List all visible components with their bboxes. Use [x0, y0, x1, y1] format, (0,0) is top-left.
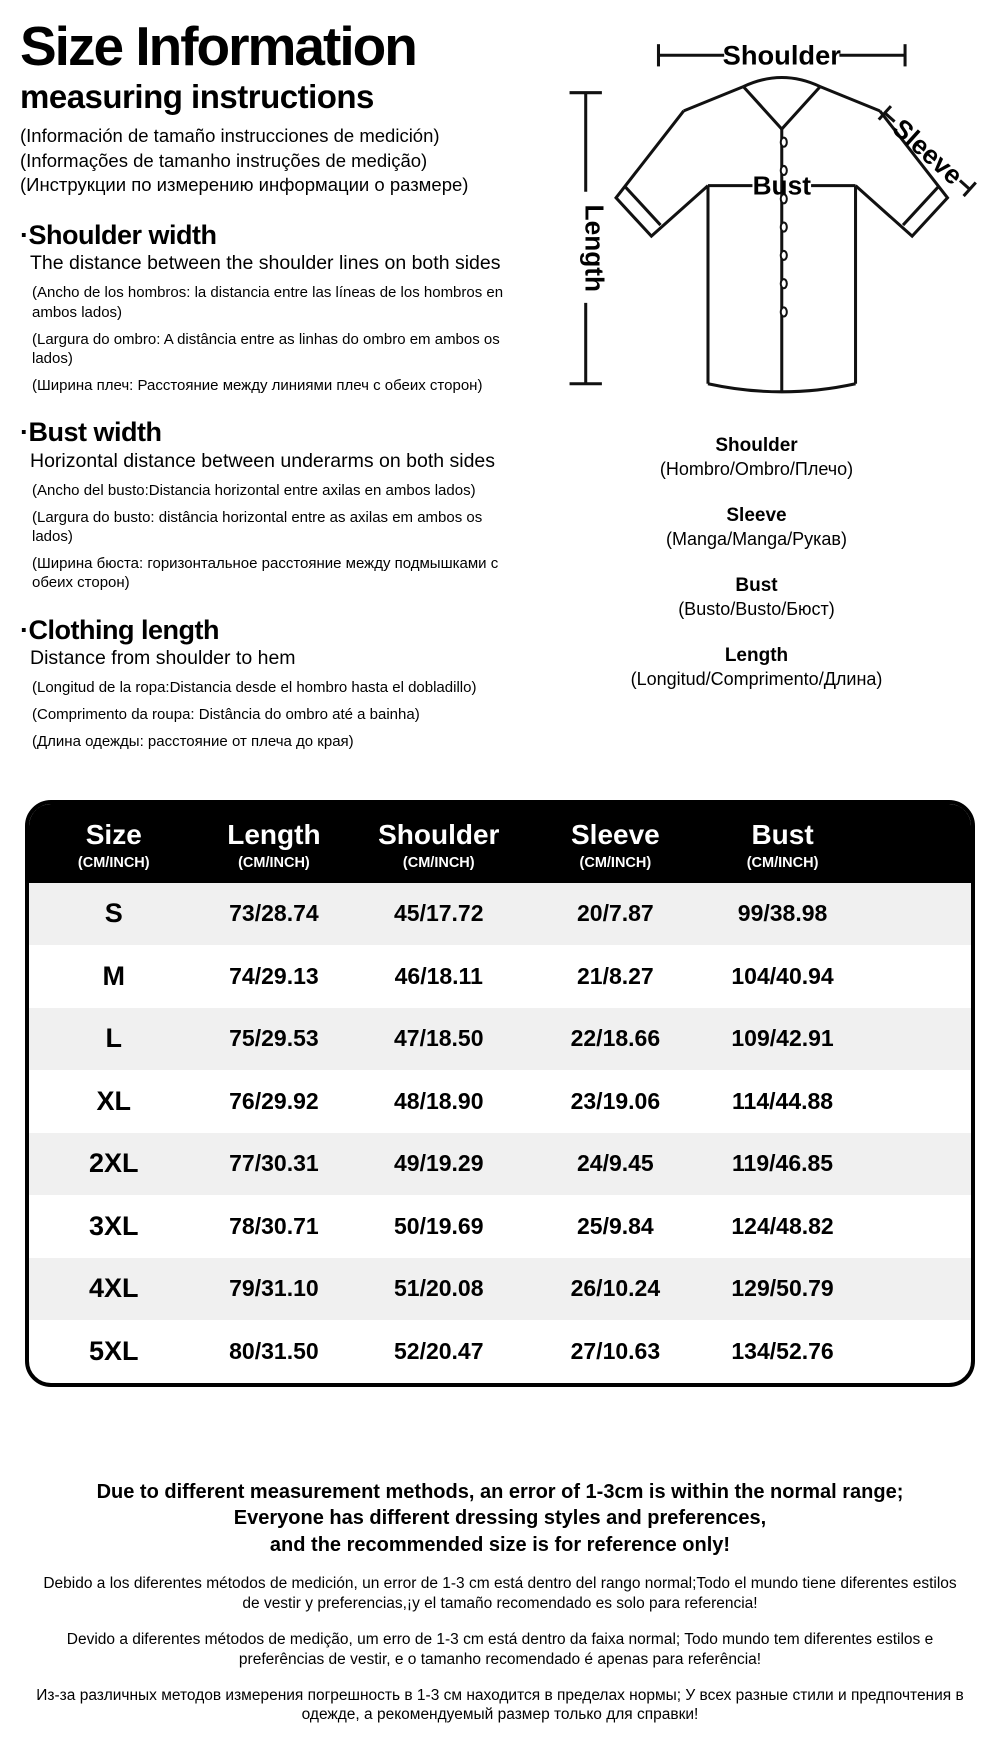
diagram-legend — [525, 435, 988, 690]
bullet-dot: · — [20, 614, 29, 645]
legend-item — [525, 505, 988, 550]
section-heading-text: Clothing length — [28, 614, 219, 645]
column-unit: (CM/INCH) — [77, 854, 150, 871]
size-table-body — [29, 883, 971, 1383]
bust-cell: 99/38.98 — [737, 900, 828, 927]
column-label: Bust — [751, 818, 814, 850]
bullet-dot: · — [20, 417, 29, 448]
page-subtitle: measuring instructions — [20, 77, 374, 115]
table-row — [29, 1133, 971, 1196]
length-cell: 76/29.92 — [229, 1087, 319, 1114]
table-row — [29, 1258, 971, 1321]
bust-cell: 119/46.85 — [732, 1150, 834, 1177]
instructions-column — [20, 14, 525, 752]
sleeve-cell: 22/18.66 — [570, 1025, 661, 1052]
translation-line: (Длина одежды: расстояние от плеча до края) — [32, 733, 354, 751]
size-table — [25, 800, 975, 1387]
section-description: Distance from shoulder to hem — [30, 647, 296, 669]
table-row — [29, 1195, 971, 1258]
shoulder-label: Shoulder — [722, 39, 841, 71]
section-description: Horizontal distance between underarms on both sides — [30, 449, 496, 472]
measure-section — [20, 221, 525, 395]
bust-cell: 114/44.88 — [732, 1087, 834, 1114]
measure-section — [20, 418, 525, 592]
legend-term: Length — [724, 645, 789, 666]
translation-line: (Longitud de la ropa:Distancia desde el hombro hasta el dobladillo) — [32, 679, 477, 696]
section-heading-text: Shoulder width — [28, 220, 217, 251]
legend-item — [525, 645, 988, 690]
bust-label: Bust — [752, 170, 811, 201]
translation-line: (Comprimento da roupa: Distância do ombro até a bainha) — [32, 706, 420, 724]
translation-line: (Ancho de los hombros: la distancia entre las líneas de los hombros en ambos lados) — [32, 284, 504, 321]
table-header-cell — [528, 819, 702, 871]
bullet-dot: · — [20, 220, 29, 251]
column-label: Size — [85, 818, 142, 850]
measure-sections — [20, 221, 525, 751]
translation-line: (Ширина бюста: горизонтальное расстояние между подмышками с обеих сторон) — [32, 555, 499, 592]
sleeve-cell: 27/10.63 — [570, 1337, 661, 1364]
text-line: Devido a diferentes métodos de medição, um erro de 1-3 cm está dentro da faixa normal; Todo mundo tem diferentes estilos e preferências de vestir, e o tamanho recomendado é apenas para referência! — [66, 1631, 934, 1668]
column-label: Shoulder — [378, 818, 500, 850]
legend-item — [525, 435, 988, 480]
top-area — [0, 0, 1000, 752]
shoulder-cell: 50/19.69 — [393, 1212, 484, 1239]
shoulder-cell: 45/17.72 — [393, 900, 484, 927]
disclaimer — [0, 1479, 1000, 1726]
size-cell: S — [104, 898, 123, 929]
page-title: Size Information — [20, 15, 416, 77]
table-header-cell — [349, 819, 528, 871]
legend-term: Bust — [735, 575, 778, 596]
length-cell: 73/28.74 — [229, 900, 319, 927]
shoulder-cell: 47/18.50 — [393, 1025, 484, 1052]
table-header-cell — [703, 819, 863, 871]
text-line: Debido a los diferentes métodos de medición, un error de 1-3 cm está dentro del rango normal;Todo el mundo tiene diferentes estilos de vestir y preferencias,¡y el tamaño recomendado es solo para referencia! — [43, 1575, 957, 1613]
size-cell: M — [102, 960, 126, 991]
sleeve-cell: 25/9.84 — [576, 1212, 654, 1239]
table-header-cell — [29, 819, 199, 871]
disclaimer-translations — [0, 1574, 1000, 1725]
translation-line: (Ancho del busto:Distancia horizontal entre axilas en ambos lados) — [32, 481, 476, 499]
size-cell: 4XL — [89, 1273, 139, 1304]
bust-cell: 129/50.79 — [731, 1275, 834, 1302]
disclaimer-english — [0, 1479, 1000, 1559]
size-cell: 2XL — [89, 1148, 139, 1179]
column-unit: (CM/INCH) — [238, 854, 310, 871]
length-cell: 78/30.71 — [229, 1212, 319, 1239]
text-line: (Informações de tamanho instruções de medição) — [20, 149, 428, 171]
column-unit: (CM/INCH) — [746, 854, 819, 871]
legend-term: Sleeve — [726, 505, 787, 526]
length-cell: 77/30.31 — [229, 1150, 319, 1177]
text-line: and the recommended size is for reference only! — [269, 1533, 731, 1556]
sleeve-measure — [875, 102, 980, 201]
sleeve-cell: 24/9.45 — [576, 1150, 654, 1177]
bust-cell: 134/52.76 — [731, 1337, 834, 1364]
bust-cell: 104/40.94 — [731, 962, 834, 989]
title-translations — [20, 124, 525, 198]
legend-translation: (Hombro/Ombro/Плечо) — [659, 459, 854, 479]
table-row — [29, 1070, 971, 1133]
sleeve-label: Sleeve — [886, 112, 969, 191]
length-label: Length — [579, 204, 610, 293]
table-row — [29, 1320, 971, 1383]
diagram-column — [525, 14, 988, 752]
table-row — [29, 945, 971, 1008]
legend-translation: (Busto/Busto/Бюст) — [678, 599, 835, 619]
text-line: Due to different measurement methods, an error of 1-3cm is within the normal range; — [96, 1480, 904, 1503]
size-table-header — [29, 804, 971, 883]
bust-cell: 109/42.91 — [731, 1025, 834, 1052]
translation-line: (Ширина плеч: Расстояние между линиями плеч с обеих сторон) — [32, 377, 483, 395]
section-translations — [20, 283, 525, 395]
shoulder-cell: 49/19.29 — [393, 1150, 484, 1177]
size-cell: L — [105, 1023, 123, 1054]
length-cell: 74/29.13 — [229, 962, 319, 989]
measure-section — [20, 616, 525, 752]
text-line: Everyone has different dressing styles and preferences, — [233, 1507, 767, 1530]
sleeve-cell: 26/10.24 — [570, 1275, 661, 1302]
table-row — [29, 883, 971, 946]
shirt-diagram — [529, 28, 984, 410]
sleeve-cell: 23/19.06 — [570, 1087, 661, 1114]
shoulder-cell: 52/20.47 — [393, 1337, 484, 1364]
size-cell: XL — [96, 1085, 132, 1116]
legend-item — [525, 575, 988, 620]
section-translations — [20, 481, 525, 593]
length-cell: 79/31.10 — [229, 1275, 319, 1302]
section-heading — [20, 616, 525, 644]
column-label: Sleeve — [570, 818, 660, 850]
sleeve-cell: 20/7.87 — [576, 900, 654, 927]
shoulder-cell: 51/20.08 — [393, 1275, 484, 1302]
table-row — [29, 1008, 971, 1071]
column-label: Length — [227, 818, 321, 850]
legend-translation: (Manga/Manga/Рукав) — [666, 529, 847, 549]
section-translations — [20, 678, 525, 752]
section-heading — [20, 221, 525, 249]
legend-translation: (Longitud/Comprimento/Длина) — [630, 669, 883, 689]
table-header-cell — [199, 819, 350, 871]
shoulder-cell: 48/18.90 — [393, 1087, 484, 1114]
length-cell: 75/29.53 — [229, 1025, 319, 1052]
legend-term: Shoulder — [715, 435, 798, 456]
bust-cell: 124/48.82 — [731, 1212, 834, 1239]
translation-line: (Largura do busto: distância horizontal entre as axilas em ambos os lados) — [32, 508, 483, 546]
sleeve-cell: 21/8.27 — [576, 962, 654, 989]
section-heading-text: Bust width — [28, 417, 162, 448]
text-line: Из-за различных методов измерения погрешность в 1-3 см находится в пределах нормы; У всех разные стили и предпочтения в одежде, а рекомендуемый размер только для справки! — [36, 1686, 964, 1724]
shoulder-cell: 46/18.11 — [394, 962, 483, 989]
section-description: The distance between the shoulder lines on both sides — [30, 252, 501, 275]
text-line: (Инструкции по измерению информации о размере) — [20, 174, 469, 196]
column-unit: (CM/INCH) — [402, 854, 475, 871]
section-heading — [20, 418, 525, 446]
size-cell: 5XL — [89, 1335, 139, 1366]
column-unit: (CM/INCH) — [579, 854, 652, 871]
text-line: (Información de tamaño instrucciones de medición) — [20, 124, 440, 146]
translation-line: (Largura do ombro: A distância entre as linhas do ombro em ambos os lados) — [32, 330, 500, 367]
size-cell: 3XL — [89, 1210, 139, 1241]
length-cell: 80/31.50 — [229, 1337, 319, 1364]
